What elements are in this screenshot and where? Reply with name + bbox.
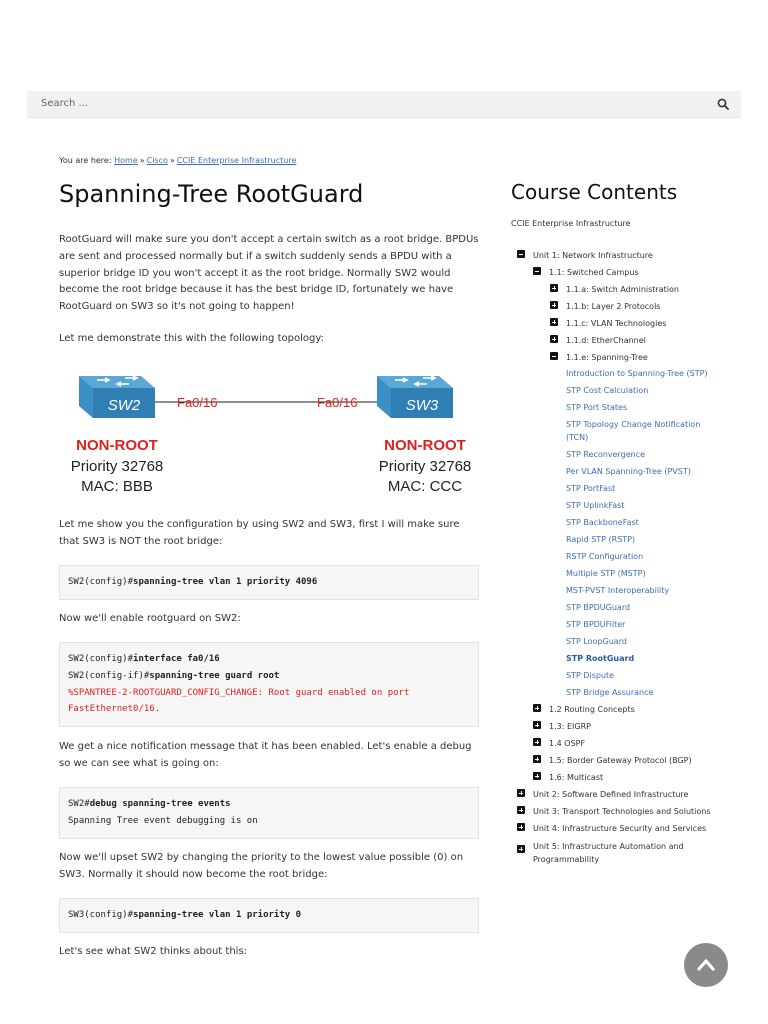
sw3-priority: Priority 32768: [378, 458, 472, 475]
code-prompt: SW2(config)#: [68, 654, 134, 664]
toc-unit-label: Unit 5: Infrastructure Automation and Programmability: [533, 842, 684, 864]
toc-lesson-link[interactable]: STP Dispute: [566, 671, 615, 680]
toc-section-1-5[interactable]: [549, 755, 692, 766]
course-name-link[interactable]: CCIE Enterprise Infrastructure: [511, 219, 631, 228]
toc-section-1-3[interactable]: [549, 721, 591, 732]
expand-icon[interactable]: [550, 318, 558, 326]
toc-lesson-link[interactable]: STP Cost Calculation: [566, 386, 649, 395]
upset-intro-paragraph: Now we'll upset SW2 by changing the priority to the lowest value possible (0) on SW3. Normally it should now become the root bridge:: [59, 852, 464, 880]
sw3-port-label: Fa0/16: [317, 395, 358, 410]
expand-icon[interactable]: [550, 301, 558, 309]
search-bar[interactable]: [27, 91, 741, 118]
toc-lesson-link[interactable]: MST-PVST Interoperability: [566, 586, 670, 595]
expand-icon[interactable]: [533, 738, 541, 746]
intro-paragraph: RootGuard will make sure you don't accept a certain switch as a root bridge. BPDUs are sent and processed normally but if a switch suddenly sends a BPDU with a superior bridge ID you won't accept it as the root bridge. Normally SW2 would become the root bridge because it has the best bridge ID, fortunately we have RootGuard on SW3 so it's not going to happen!: [59, 234, 479, 313]
toc-lesson-link[interactable]: Rapid STP (RSTP): [566, 535, 636, 544]
toc-unit-label: Unit 2: Software Defined Infrastructure: [533, 790, 689, 799]
toc-subsection-1-1-e[interactable]: [566, 352, 648, 363]
toc-unit-2[interactable]: [533, 789, 688, 800]
code-command: spanning-tree vlan 1 priority 0: [133, 910, 302, 920]
topology-intro-paragraph: Let me demonstrate this with the following topology:: [59, 333, 324, 344]
code-block-priority-sw3: [59, 898, 479, 933]
switch-sw2-label: SW2: [107, 397, 141, 414]
sw2-check-paragraph: Let's see what SW2 thinks about this:: [59, 946, 248, 957]
sw2-role: NON-ROOT: [76, 437, 158, 454]
toc-lesson-link[interactable]: STP Bridge Assurance: [566, 688, 654, 697]
chevron-up-icon: [696, 955, 716, 975]
expand-icon[interactable]: [533, 755, 541, 763]
collapse-icon[interactable]: [533, 267, 541, 275]
breadcrumb-home-link[interactable]: Home: [114, 156, 138, 165]
expand-icon[interactable]: [517, 789, 525, 797]
collapse-icon[interactable]: [550, 352, 558, 360]
code-output: Spanning Tree event debugging is on: [68, 815, 258, 826]
toc-lesson-link[interactable]: STP Topology Change Notification (TCN): [566, 420, 701, 442]
toc-unit-3[interactable]: [533, 806, 711, 817]
toc-unit-label: Unit 1: Network Infrastructure: [533, 251, 653, 260]
toc-section-label: 1.3: EIGRP: [549, 722, 591, 731]
toc-lesson-link[interactable]: STP LoopGuard: [566, 637, 627, 646]
code-prompt: SW2(config)#: [68, 577, 134, 587]
code-command: interface fa0/16: [133, 654, 220, 664]
toc-unit-label: Unit 3: Transport Technologies and Solutions: [533, 807, 711, 816]
scroll-to-top-button[interactable]: [684, 943, 728, 987]
code-block-debug: [59, 787, 479, 839]
toc-lesson-link[interactable]: Introduction to Spanning-Tree (STP): [566, 369, 708, 378]
expand-icon[interactable]: [533, 721, 541, 729]
breadcrumb: [59, 156, 296, 165]
toc-unit-4[interactable]: [533, 823, 706, 834]
page-title: Spanning-Tree RootGuard: [59, 180, 364, 208]
toc-section-label: 1.4 OSPF: [549, 739, 586, 748]
toc-lesson-link[interactable]: STP BPDUGuard: [566, 603, 631, 612]
code-block-priority-sw2: [59, 565, 479, 600]
toc-unit-label: Unit 4: Infrastructure Security and Services: [533, 824, 707, 833]
sw2-priority: Priority 32768: [70, 458, 164, 475]
switch-sw3-icon: [377, 376, 453, 418]
toc-subsection-label: 1.1.e: Spanning-Tree: [566, 353, 648, 362]
toc-lesson-link[interactable]: STP UplinkFast: [566, 501, 625, 510]
expand-icon[interactable]: [517, 845, 525, 853]
breadcrumb-separator: »: [169, 156, 175, 165]
toc-lesson-link[interactable]: Per VLAN Spanning-Tree (PVST): [566, 467, 691, 476]
switch-sw2-icon: [79, 376, 155, 418]
toc-lesson-link[interactable]: STP Port States: [566, 403, 628, 412]
toc-unit-5[interactable]: [533, 840, 693, 866]
toc-lesson-link[interactable]: STP Reconvergence: [566, 450, 646, 459]
toc-lesson-link[interactable]: RSTP Configuration: [566, 552, 644, 561]
code-command: spanning-tree guard root: [149, 670, 280, 681]
toc-subsection-label: 1.1.a: Switch Administration: [566, 285, 679, 294]
breadcrumb-cisco-link[interactable]: Cisco: [146, 156, 168, 165]
sw2-mac: MAC: BBB: [81, 478, 153, 495]
sw3-mac: MAC: CCC: [387, 478, 463, 495]
code-log-message: %SPANTREE-2-ROOTGUARD_CONFIG_CHANGE: Root guard enabled on port: [68, 687, 410, 698]
breadcrumb-separator: »: [139, 156, 145, 165]
topology-diagram: [59, 356, 484, 506]
toc-section-1-2[interactable]: [549, 704, 635, 715]
expand-icon[interactable]: [533, 704, 541, 712]
collapse-icon[interactable]: [517, 250, 525, 258]
toc-lesson-link[interactable]: STP BPDUFilter: [566, 620, 626, 629]
code-command: spanning-tree vlan 1 priority 4096: [133, 577, 318, 587]
toc-subsection-label: 1.1.c: VLAN Technologies: [566, 319, 667, 328]
toc-section-1-6[interactable]: [549, 772, 603, 783]
expand-icon[interactable]: [517, 823, 525, 831]
sidebar-title: Course Contents: [511, 180, 678, 204]
toc-subsection-label: 1.1.d: EtherChannel: [566, 336, 646, 345]
expand-icon[interactable]: [550, 335, 558, 343]
config-intro-paragraph: Let me show you the configuration by using SW2 and SW3, first I will make sure that SW3 is NOT the root bridge:: [59, 519, 460, 547]
toc-lesson-link[interactable]: STP BackboneFast: [566, 518, 639, 527]
search-input[interactable]: Search ...: [41, 98, 89, 109]
toc-lesson-link[interactable]: STP PortFast: [566, 484, 616, 493]
toc-subsection-label: 1.1.b: Layer 2 Protocols: [566, 302, 661, 311]
toc-subsection-1-1-c[interactable]: [566, 318, 666, 329]
toc-section-1-1[interactable]: [549, 267, 639, 278]
toc-lesson-link-active[interactable]: STP RootGuard: [566, 654, 635, 663]
breadcrumb-prefix: You are here:: [59, 156, 112, 165]
expand-icon[interactable]: [517, 806, 525, 814]
expand-icon[interactable]: [550, 284, 558, 292]
code-block-rootguard: [59, 642, 479, 727]
toc-section-label: 1.5: Border Gateway Protocol (BGP): [549, 756, 692, 765]
code-command: debug spanning-tree events: [89, 799, 231, 809]
toc-lesson-link[interactable]: Multiple STP (MSTP): [566, 569, 646, 578]
toc-section-label: 1.2 Routing Concepts: [549, 705, 635, 714]
toc-subsection-1-1-a[interactable]: [566, 284, 679, 295]
code-prompt: SW2(config-if)#: [68, 670, 150, 681]
toc-subsection-1-1-b[interactable]: [566, 301, 660, 312]
rootguard-intro-paragraph: Now we'll enable rootguard on SW2:: [59, 613, 241, 624]
breadcrumb-ccie-link[interactable]: CCIE Enterprise Infrastructure: [176, 156, 297, 165]
code-prompt: SW3(config)#: [68, 910, 134, 920]
code-log-message: FastEthernet0/16.: [68, 704, 161, 715]
debug-intro-paragraph: We get a nice notification message that it has been enabled. Let's enable a debug so we can see what is going on:: [59, 741, 472, 769]
code-prompt: SW2#: [68, 799, 90, 809]
toc-section-label: 1.6: Multicast: [549, 773, 604, 782]
expand-icon[interactable]: [533, 772, 541, 780]
sw2-port-label: Fa0/16: [177, 395, 218, 410]
search-icon[interactable]: [717, 98, 729, 110]
sw3-role: NON-ROOT: [384, 437, 466, 454]
toc-unit-1[interactable]: [533, 250, 653, 261]
toc-section-label: 1.1: Switched Campus: [549, 268, 639, 277]
toc-section-1-4[interactable]: [549, 738, 585, 749]
switch-sw3-label: SW3: [405, 397, 439, 414]
toc-subsection-1-1-d[interactable]: [566, 335, 646, 346]
